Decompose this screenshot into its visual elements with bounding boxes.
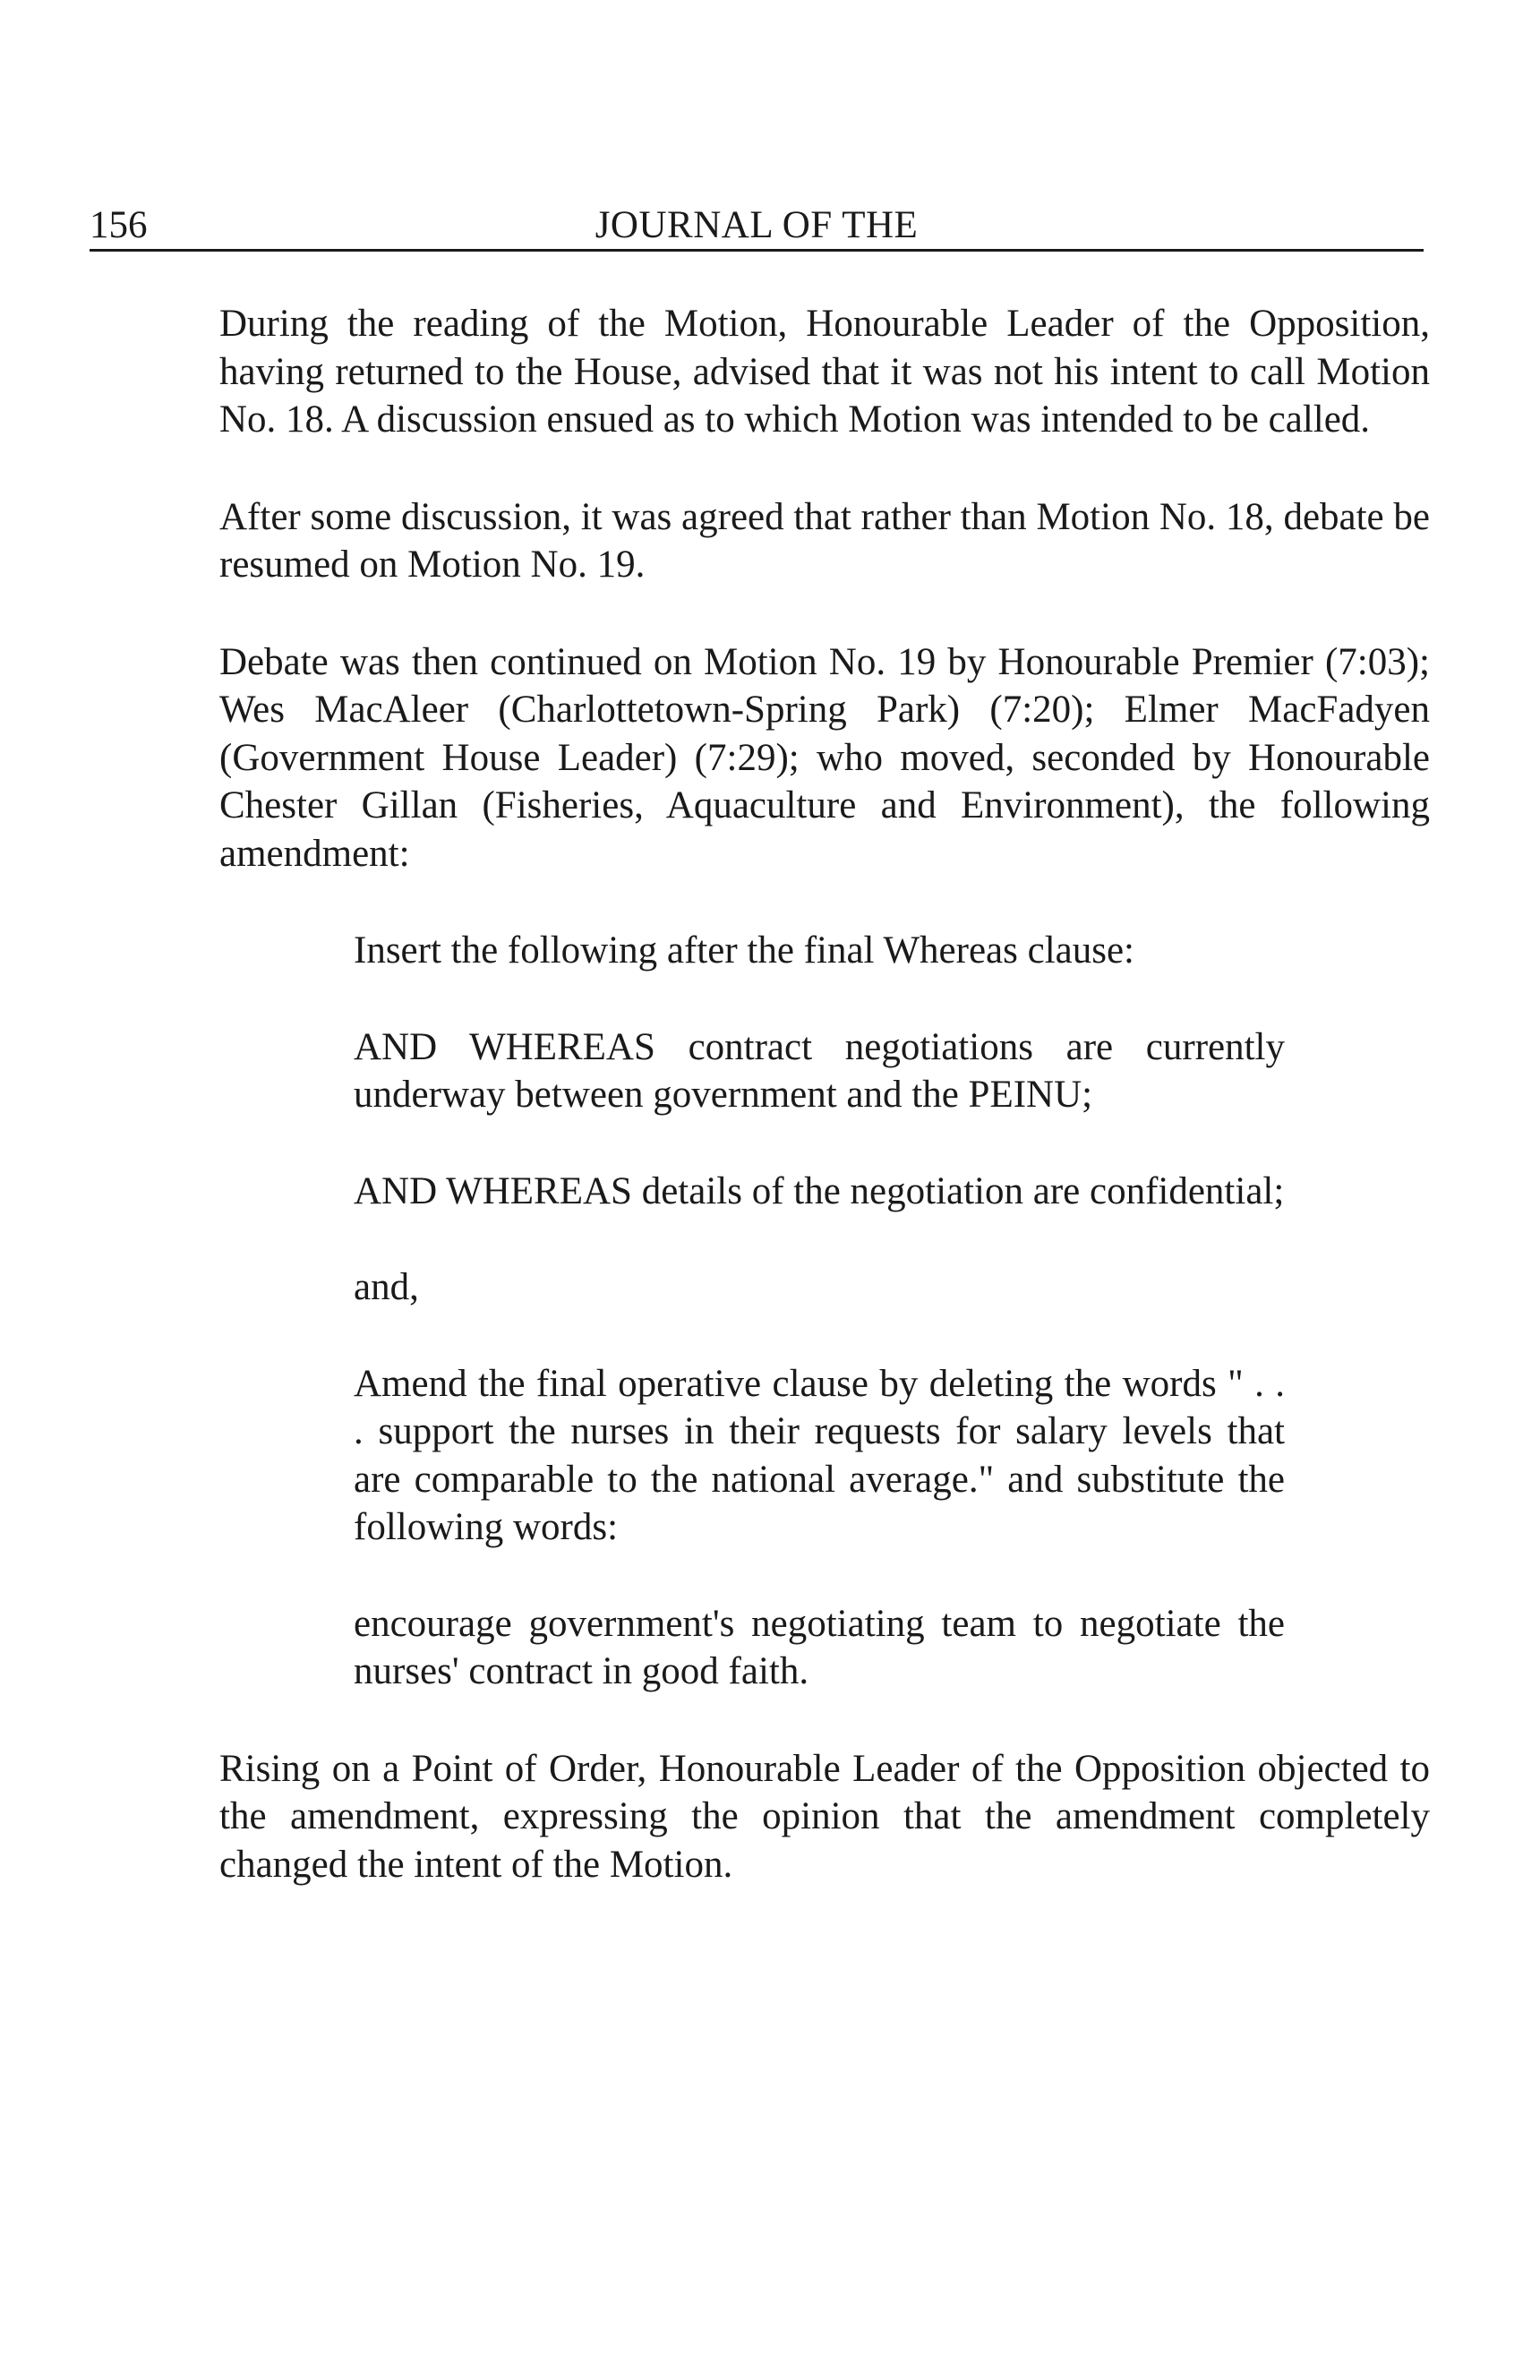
amendment-whereas-negotiations: AND WHEREAS contract negotiations are currently underway between government and the PEINU; xyxy=(354,1025,1285,1116)
amendment-insert-instruction: Insert the following after the final Whereas clause: xyxy=(354,929,1134,972)
page-number: 156 xyxy=(90,204,148,246)
amendment-substitute-words: encourage government's negotiating team to negotiate the nurses' contract in good faith. xyxy=(354,1602,1285,1692)
page-header xyxy=(90,199,1424,253)
running-title: JOURNAL OF THE xyxy=(595,204,919,246)
paragraph-motion-reading: During the reading of the Motion, Honourable Leader of the Opposition, having returned to the House, advised that it was not his intent to call Motion No. 18. A discussion ensued as to which Motion was intended to be called. xyxy=(219,303,1430,441)
amendment-operative-clause: Amend the final operative clause by deleting the words " . . . support the nurses in their requests for salary levels that are comparable to the national average." and substitute the following words: xyxy=(354,1362,1285,1548)
journal-body xyxy=(219,300,1430,1888)
paragraph-point-of-order: Rising on a Point of Order, Honourable Leader of the Opposition objected to the amendment, expressing the opinion that the amendment completely changed the intent of the Motion. xyxy=(219,1747,1430,1886)
amendment-and: and, xyxy=(354,1266,419,1308)
amendment-whereas-confidential: AND WHEREAS details of the negotiation are confidential; xyxy=(354,1169,1285,1212)
header-rule xyxy=(90,249,1424,252)
amendment-block xyxy=(354,927,1285,1696)
paragraph-debate-continued: Debate was then continued on Motion No. 19 by Honourable Premier (7:03); Wes MacAleer (Charlottetown-Spring Park) (7:20); Elmer MacFadyen (Government House Leader) (7:29); who moved, seconded by Honourable Chester Gillan (Fisheries, Aquaculture and Environment), the following amendment: xyxy=(219,640,1430,875)
paragraph-debate-resumed: After some discussion, it was agreed that rather than Motion No. 18, debate be resumed on Motion No. 19. xyxy=(219,495,1430,586)
